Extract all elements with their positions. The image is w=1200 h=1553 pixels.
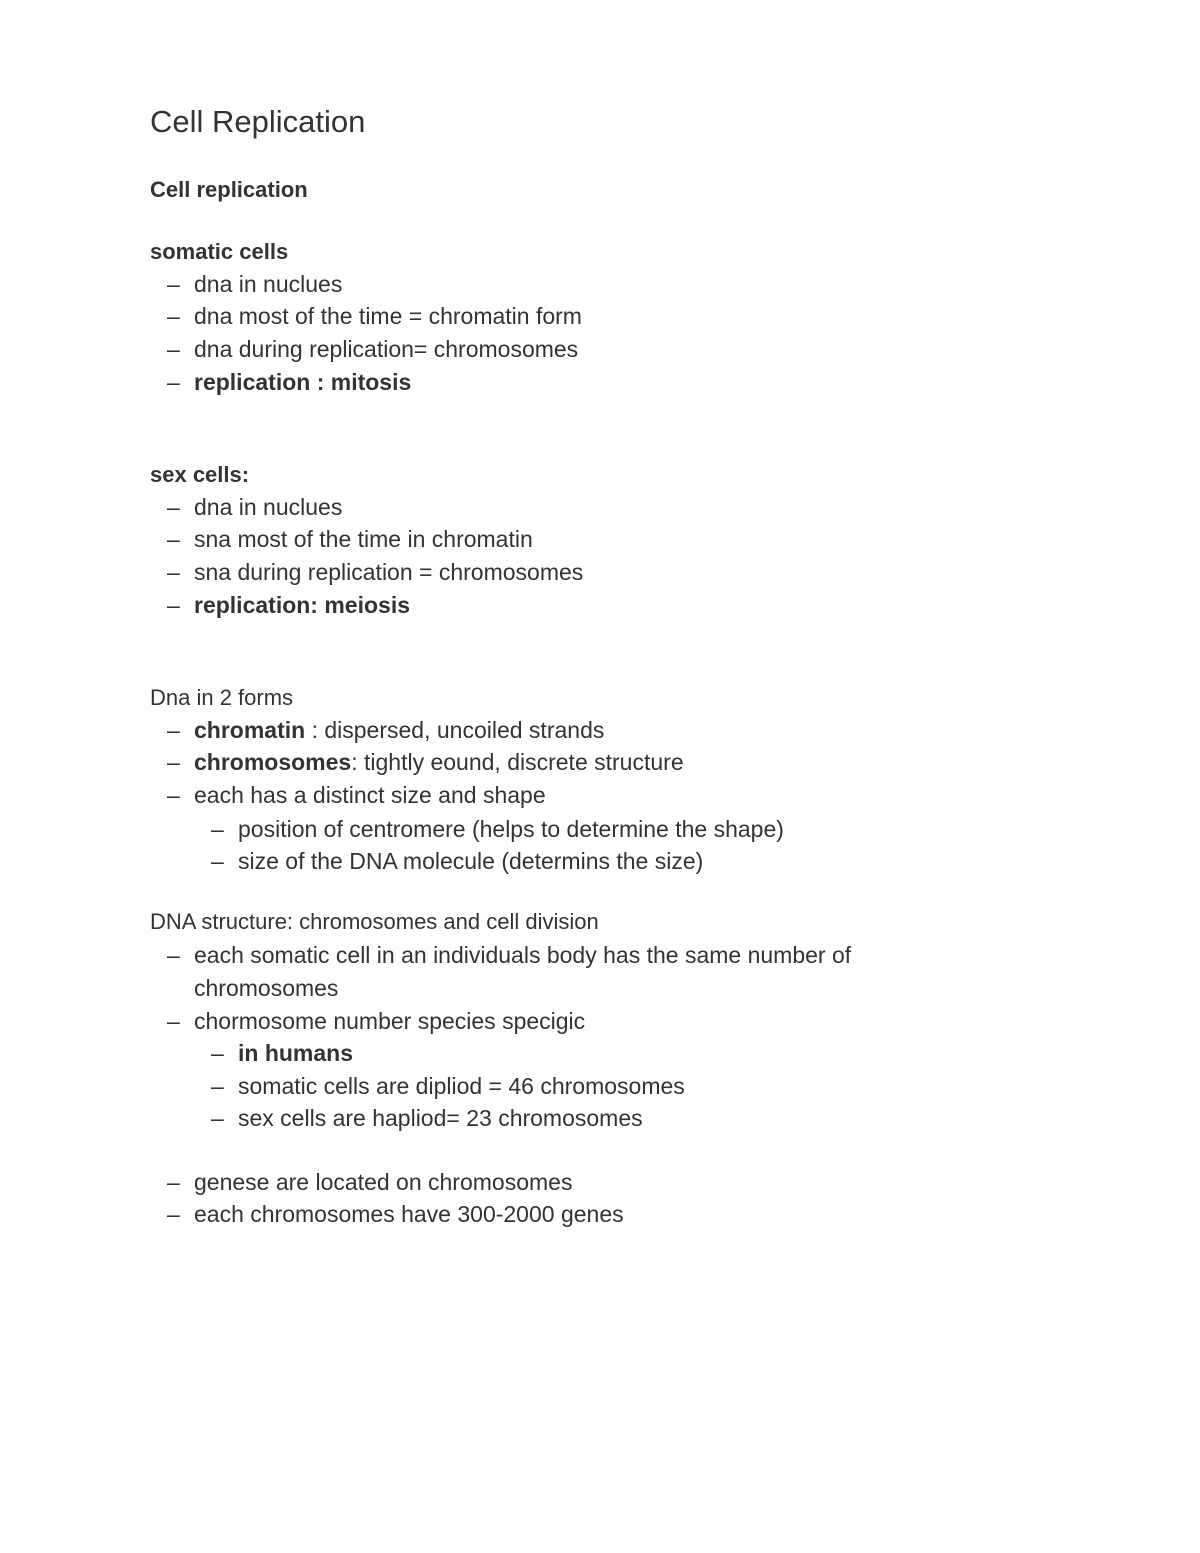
page-title: Cell Replication	[150, 104, 366, 139]
bullet-dash: –	[167, 749, 180, 775]
bullet-dash: –	[211, 816, 224, 842]
bullet-dash: –	[211, 848, 224, 874]
bullet-dash: –	[167, 559, 180, 585]
bullet-dash: –	[167, 1201, 180, 1227]
term-definition: : dispersed, uncoiled strands	[305, 717, 605, 743]
list-item-text: sex cells are hapliod= 23 chromosomes	[238, 1105, 643, 1131]
list-item-text: sna most of the time in chromatin	[194, 526, 533, 552]
list-item-text: size of the DNA molecule (determins the size)	[238, 848, 704, 874]
bullet-dash: –	[167, 717, 180, 743]
bullet-dash: –	[167, 942, 180, 968]
list-item-text: chromosomes	[194, 975, 339, 1001]
list-item-text	[194, 716, 604, 744]
list-item-text: replication : mitosis	[194, 369, 412, 395]
list-item-text: genese are located on chromosomes	[194, 1169, 573, 1195]
bullet-dash: –	[211, 1040, 224, 1066]
list-item-text: in humans	[238, 1040, 354, 1066]
bullet-dash: –	[167, 1169, 180, 1195]
term-chromosomes: chromosomes	[194, 749, 352, 775]
list-item-text: somatic cells are dipliod = 46 chromosomes	[238, 1073, 685, 1099]
bullet-dash: –	[167, 271, 180, 297]
list-item-text: dna in nuclues	[194, 271, 343, 297]
list-item-text: each somatic cell in an individuals body has the same number of	[194, 942, 852, 968]
bullet-dash: –	[167, 526, 180, 552]
bullet-dash: –	[167, 369, 180, 395]
bullet-dash: –	[167, 303, 180, 329]
dna-structure-heading: DNA structure: chromosomes and cell division	[150, 909, 599, 934]
list-item-text: replication: meiosis	[194, 592, 411, 618]
sex-cells-heading: sex cells:	[150, 462, 250, 487]
bullet-dash: –	[167, 336, 180, 362]
list-item-text: position of centromere (helps to determine the shape)	[238, 816, 784, 842]
list-item-text	[194, 748, 684, 776]
bullet-dash: –	[211, 1105, 224, 1131]
bullet-dash: –	[211, 1073, 224, 1099]
somatic-cells-heading: somatic cells	[150, 239, 289, 264]
list-item-text: dna most of the time = chromatin form	[194, 303, 582, 329]
bullet-dash: –	[167, 782, 180, 808]
list-item-text: dna in nuclues	[194, 494, 343, 520]
list-item-text: each chromosomes have 300-2000 genes	[194, 1201, 624, 1227]
list-item-text: sna during replication = chromosomes	[194, 559, 584, 585]
bullet-dash: –	[167, 592, 180, 618]
list-item-text: chormosome number species specigic	[194, 1008, 586, 1034]
section-subtitle: Cell replication	[150, 177, 308, 202]
bullet-dash: –	[167, 1008, 180, 1034]
list-item-text: dna during replication= chromosomes	[194, 336, 579, 362]
dna-forms-heading: Dna in 2 forms	[150, 685, 294, 710]
list-item-text: each has a distinct size and shape	[194, 782, 546, 808]
bullet-dash: –	[167, 494, 180, 520]
term-definition: : tightly eound, discrete structure	[351, 749, 684, 775]
term-chromatin: chromatin	[194, 717, 306, 743]
